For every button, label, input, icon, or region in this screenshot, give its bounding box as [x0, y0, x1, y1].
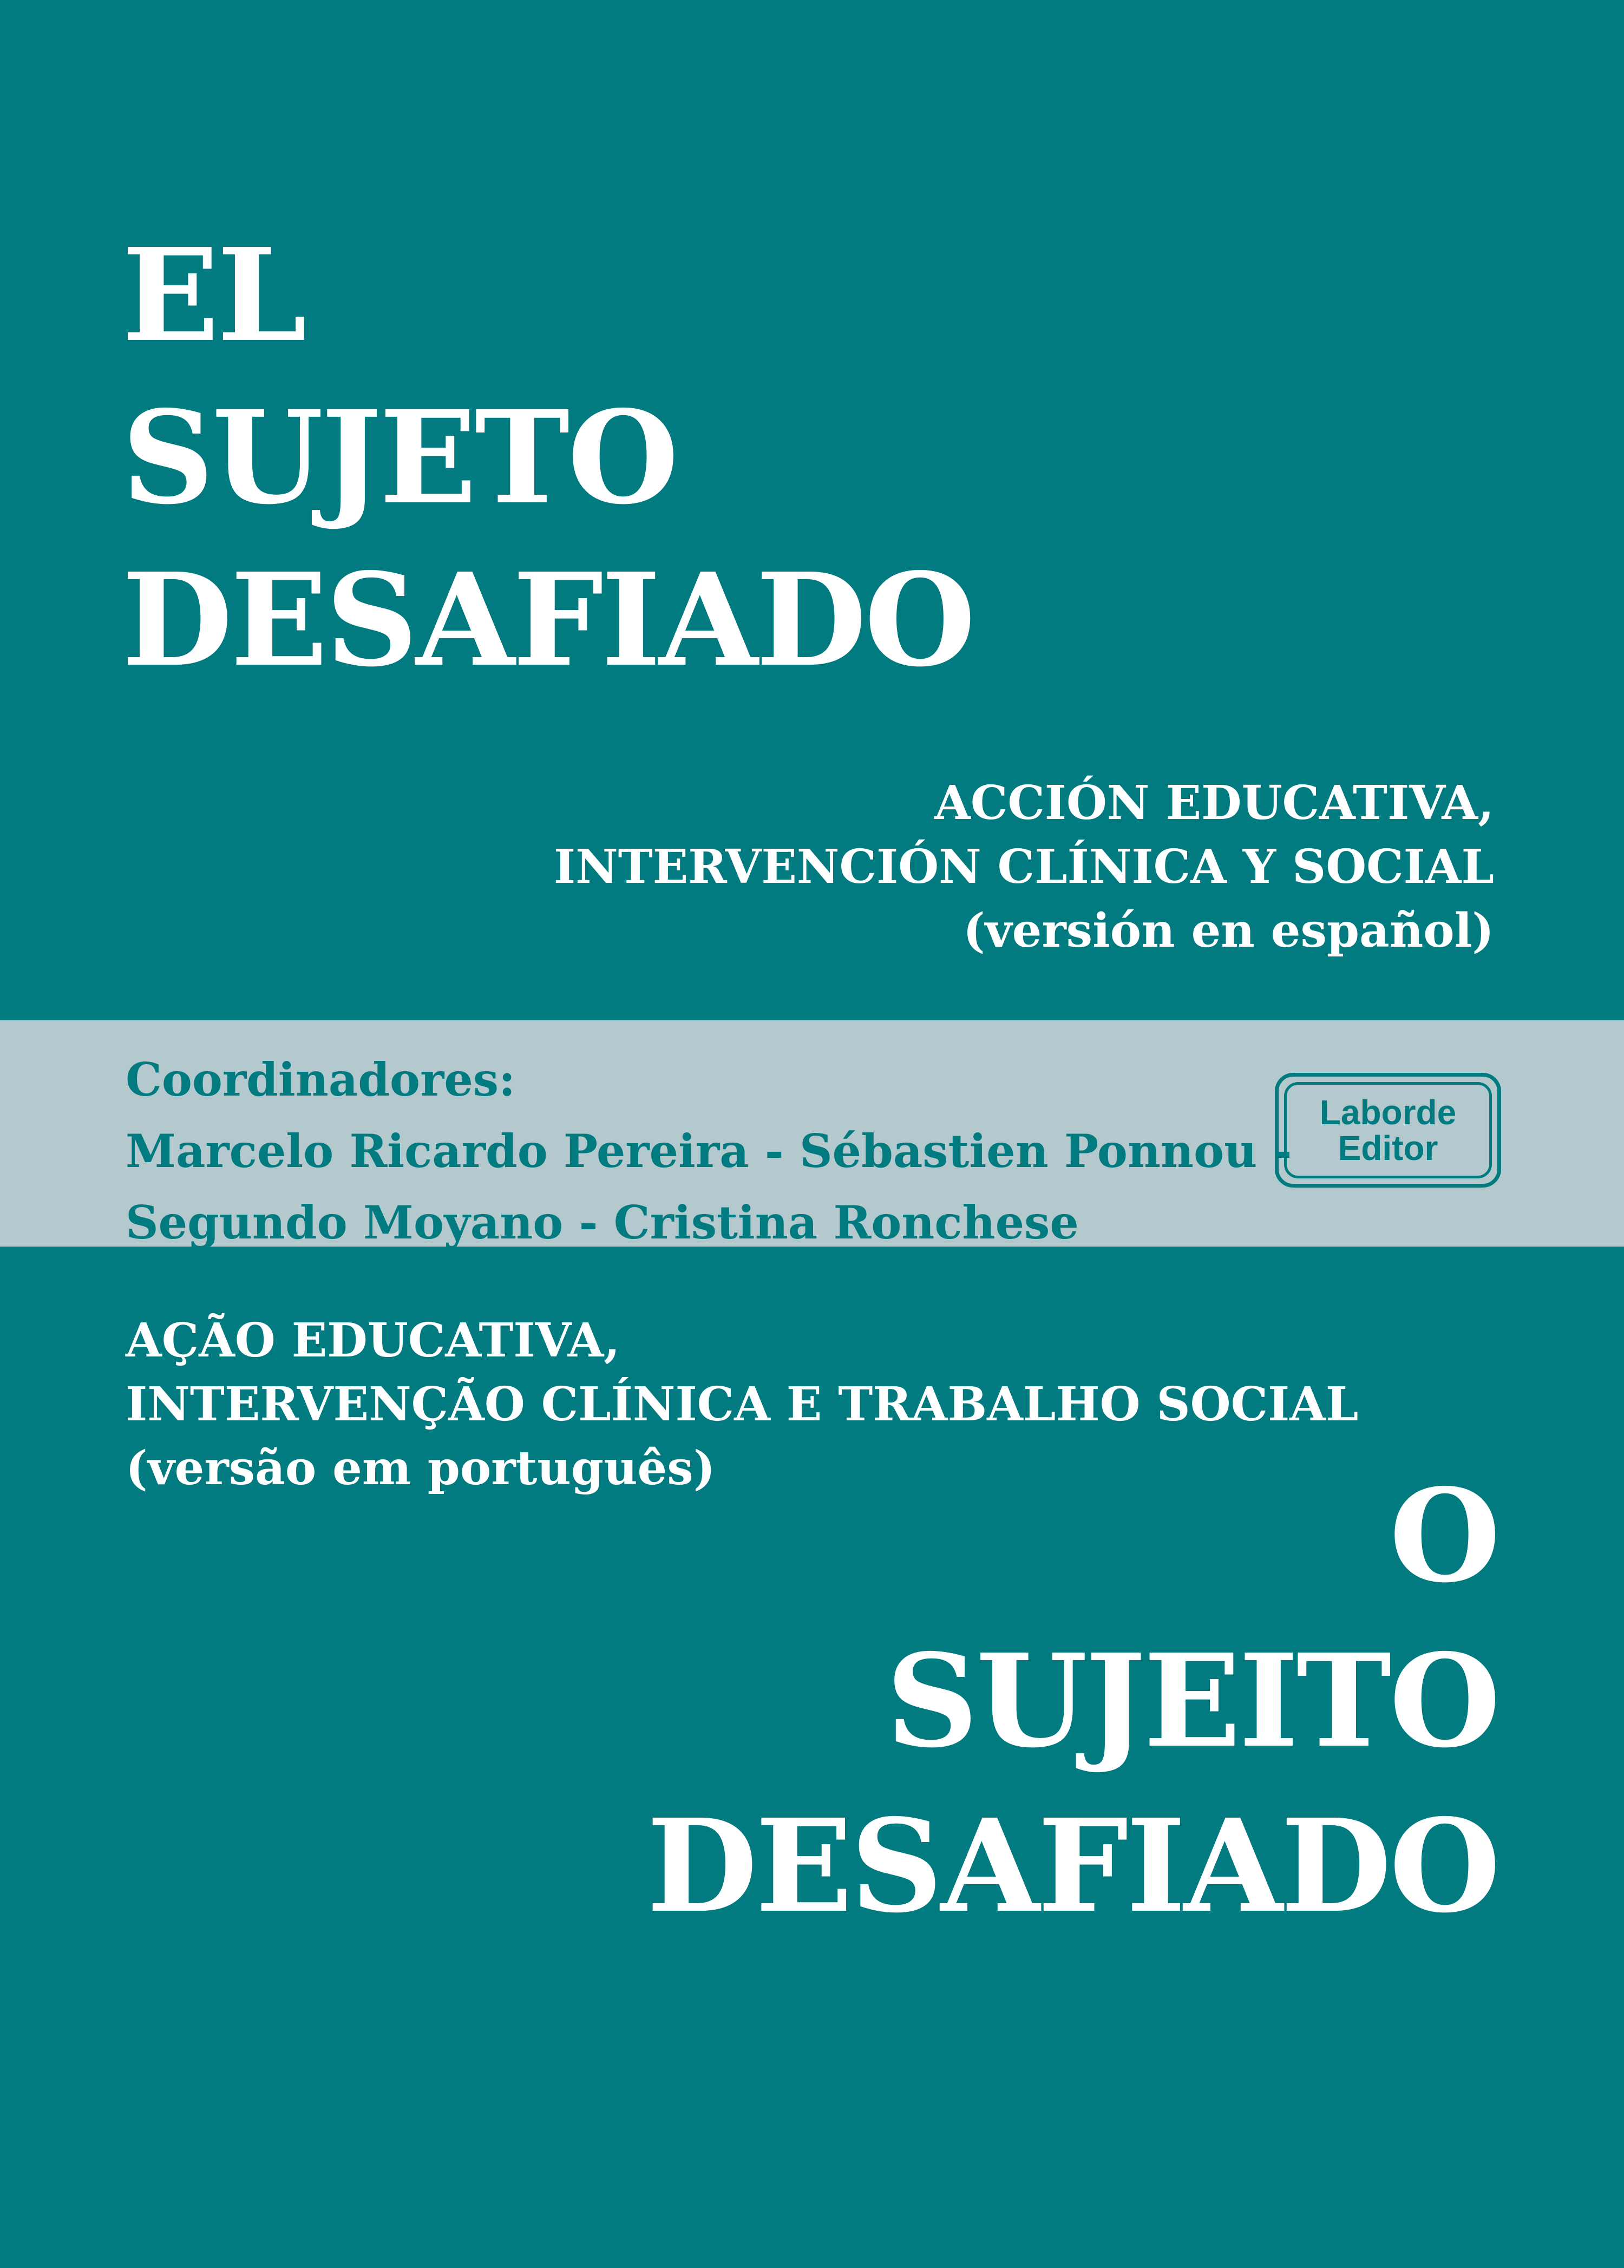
- publisher-logo: [1275, 1073, 1501, 1188]
- subtitle-spanish-line: INTERVENCIÓN CLÍNICA Y SOCIAL: [553, 840, 1494, 894]
- title-spanish-line: EL: [122, 220, 305, 370]
- publisher-logo-inner: [1284, 1082, 1492, 1178]
- subtitle-spanish: [303, 771, 1494, 963]
- title-portuguese-line: SUJEITO: [886, 1625, 1498, 1776]
- subtitle-spanish-line: ACCIÓN EDUCATIVA,: [934, 776, 1494, 830]
- title-portuguese-line: O: [1389, 1460, 1498, 1611]
- subtitle-portuguese-line: (versão em português): [126, 1441, 716, 1496]
- coordinators-band: [0, 1020, 1624, 1247]
- coordinators-line: Segundo Moyano - Cristina Ronchese: [126, 1196, 1079, 1249]
- publisher-name-line1: Laborde: [1319, 1093, 1457, 1132]
- publisher-name-line2: Editor: [1338, 1129, 1438, 1168]
- title-portuguese: [647, 1453, 1498, 1949]
- coordinators-block: [126, 1044, 1292, 1258]
- coordinators-line: Marcelo Ricardo Pereira - Sébastien Ponnou -: [126, 1124, 1292, 1178]
- subtitle-spanish-line: (versión en español): [962, 903, 1494, 958]
- title-spanish: [122, 214, 973, 701]
- title-spanish-line: SUJETO: [122, 382, 677, 533]
- subtitle-portuguese-line: AÇÃO EDUCATIVA,: [126, 1313, 620, 1368]
- subtitle-portuguese-line: INTERVENÇÃO CLÍNICA E TRABALHO SOCIAL: [126, 1377, 1359, 1432]
- title-spanish-line: DESAFIADO: [122, 545, 974, 695]
- title-portuguese-line: DESAFIADO: [646, 1791, 1498, 1941]
- coordinators-heading: Coordinadores:: [126, 1053, 516, 1106]
